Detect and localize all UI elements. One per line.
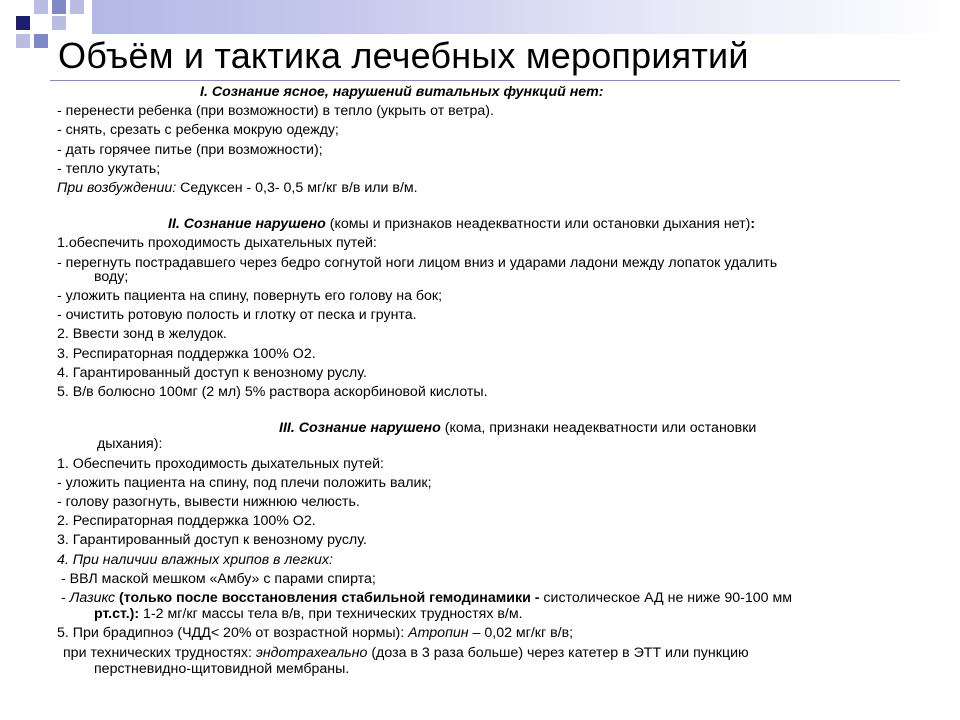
- corner-square-light: [16, 34, 30, 48]
- technical-difficulty-continuation: перстневидно-щитовидной мембраны.: [94, 660, 350, 677]
- section-3-heading-continuation: дыхания):: [97, 436, 163, 453]
- technical-difficulty-line: при технических трудностях: эндотрахеально (доза в 3 раза больше) через катетер в ЭТТ или пункцию: [63, 644, 749, 661]
- list-item: 5. В/в болюсно 100мг (2 мл) 5% раствора аскорбиновой кислоты.: [57, 384, 488, 401]
- header-gradient-bar: [92, 0, 960, 34]
- list-item-continuation: воду;: [94, 268, 129, 285]
- lasix-line-continuation: рт.ст.): 1-2 мг/кг массы тела в/в, при технических трудностях в/м.: [94, 606, 523, 623]
- corner-square-light: [70, 0, 84, 14]
- endotracheal-label: эндотрахеально: [255, 644, 368, 661]
- list-item: - перенести ребенка (при возможности) в тепло (укрыть от ветра).: [57, 103, 494, 120]
- atropine-drug-name: Атропин: [408, 625, 469, 642]
- list-item: - голову разогнуть, вывести нижнюю челюсть.: [57, 494, 360, 511]
- section-1-heading: I. Сознание ясное, нарушений витальных функций нет:: [200, 84, 604, 100]
- lasix-line: - Лазикс (только после восстановления стабильной гемодинамики - систолическое АД не ниже 90-100 мм: [61, 590, 792, 607]
- section-3-heading: III. Сознание нарушено (кома, признаки неадекватности или остановки: [279, 420, 757, 437]
- slide-body: [57, 83, 897, 679]
- slide-title: Объём и тактика лечебных мероприятий: [58, 35, 749, 76]
- corner-square-mid: [52, 0, 66, 14]
- title-divider: [50, 80, 900, 81]
- list-item: - уложить пациента на спину, под плечи положить валик;: [57, 474, 432, 491]
- list-item: - снять, срезать с ребенка мокрую одежду;: [57, 122, 339, 139]
- list-item: - дать горячее питье (при возможности);: [57, 141, 323, 158]
- list-item: 3. Респираторная поддержка 100% О2.: [57, 345, 316, 362]
- wet-rales-heading: 4. При наличии влажных хрипов в легких:: [57, 551, 333, 568]
- excitation-text: Седуксен - 0,3- 0,5 мг/кг в/в или в/м.: [176, 180, 418, 197]
- corner-square-light: [34, 0, 48, 14]
- list-item: 4. Гарантированный доступ к венозному руслу.: [57, 364, 367, 381]
- section-2-heading: II. Сознание нарушено (комы и признаков неадекватности или остановки дыхания нет):: [168, 216, 756, 233]
- list-item: - тепло укутать;: [57, 160, 161, 177]
- list-item: 2. Ввести зонд в желудок.: [57, 326, 227, 343]
- list-item: 1.обеспечить проходимость дыхательных путей:: [57, 235, 377, 252]
- bradypnea-line: 5. При брадипноэ (ЧДД< 20% от возрастной нормы): Атропин – 0,02 мг/кг в/в;: [57, 625, 574, 642]
- list-item: - перегнуть пострадавшего через бедро согнутой ноги лицом вниз и ударами ладони между лопаток удалить: [57, 254, 778, 271]
- list-item: 3. Гарантированный доступ к венозному руслу.: [57, 532, 367, 549]
- list-item: - очистить ротовую полость и глотку от песка и грунта.: [57, 307, 417, 324]
- list-item: [57, 179, 897, 198]
- corner-square-dark: [16, 16, 30, 30]
- corner-square-mid: [34, 34, 48, 48]
- list-item: - уложить пациента на спину, повернуть его голову на бок;: [57, 288, 443, 305]
- corner-square-light: [52, 16, 66, 30]
- list-item: 1. Обеспечить проходимость дыхательных путей:: [57, 455, 384, 472]
- list-item: - ВВЛ маской мешком «Амбу» с парами спирта;: [61, 570, 376, 587]
- lasix-drug-name: Лазикс: [69, 590, 116, 607]
- list-item: 2. Респираторная поддержка 100% О2.: [57, 513, 316, 530]
- excitation-label: При возбуждении:: [57, 180, 177, 197]
